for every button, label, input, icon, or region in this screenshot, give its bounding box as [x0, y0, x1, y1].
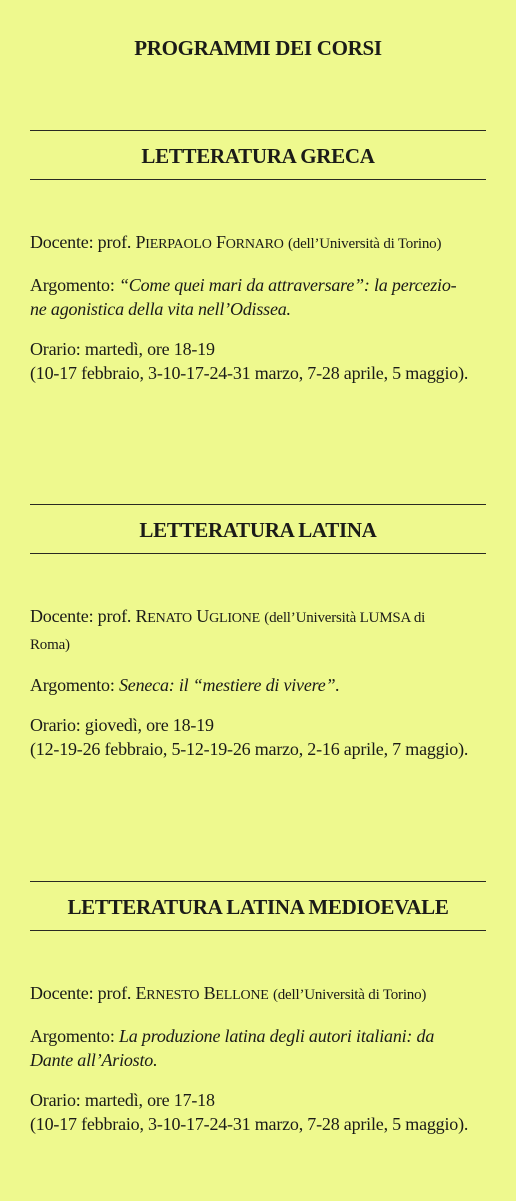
schedule-text: martedì, ore 18-19	[84, 339, 215, 359]
topic-text: Seneca: il “mestiere di vivere”.	[118, 675, 340, 695]
teacher-affiliation: (dell’Università di Torino)	[288, 236, 442, 252]
divider-bottom	[30, 553, 486, 554]
course-section-medioevale	[30, 881, 486, 1136]
teacher-affiliation: (dell’Università di Torino)	[272, 987, 427, 1003]
schedule-text: giovedì, ore 18-19	[84, 715, 214, 735]
course-title: LETTERATURA LATINA	[139, 518, 377, 542]
schedule-label: Orario:	[30, 1090, 81, 1110]
schedule-label: Orario:	[30, 715, 81, 735]
topic-label: Argomento:	[30, 675, 115, 695]
course-title: LETTERATURA LATINA MEDIOEVALE	[67, 895, 449, 919]
schedule-line	[30, 1088, 486, 1136]
topic-line	[30, 673, 486, 697]
teacher-label: Docente: prof.	[30, 606, 132, 626]
schedule-dates: (12-19-26 febbraio, 5-12-19-26 marzo, 2-16 aprile, 7 maggio).	[30, 739, 469, 759]
topic-line	[30, 273, 486, 321]
teacher-line	[30, 981, 486, 1008]
course-section-latina	[30, 504, 486, 761]
teacher-name: ERNESTO BELLONE	[135, 983, 269, 1003]
topic-text-2: Dante all’Ariosto.	[30, 1050, 158, 1070]
topic-label: Argomento:	[30, 275, 115, 295]
topic-line	[30, 1024, 486, 1072]
teacher-affiliation-2: Roma)	[30, 637, 70, 653]
page-title: PROGRAMMI DEI CORSI	[134, 36, 382, 60]
schedule-dates: (10-17 febbraio, 3-10-17-24-31 marzo, 7-28 aprile, 5 maggio).	[30, 1114, 469, 1134]
teacher-label: Docente: prof.	[30, 232, 132, 252]
divider-bottom	[30, 179, 486, 180]
schedule-line	[30, 337, 486, 385]
teacher-name: PIERPAOLO FORNARO	[135, 232, 284, 252]
teacher-line	[30, 604, 486, 657]
divider-bottom	[30, 930, 486, 931]
teacher-affiliation: (dell’Università LUMSA di	[264, 610, 426, 626]
topic-text-1: La produzione latina degli autori italiani: da	[118, 1026, 435, 1046]
course-title: LETTERATURA GRECA	[141, 144, 375, 168]
teacher-line	[30, 230, 486, 257]
schedule-text: martedì, ore 17-18	[84, 1090, 215, 1110]
teacher-name: RENATO UGLIONE	[135, 606, 260, 626]
schedule-dates: (10-17 febbraio, 3-10-17-24-31 marzo, 7-28 aprile, 5 maggio).	[30, 363, 469, 383]
topic-text-2: ne agonistica della vita nell’Odissea.	[30, 299, 291, 319]
course-section-greca	[30, 130, 486, 385]
topic-label: Argomento:	[30, 1026, 115, 1046]
schedule-line	[30, 713, 486, 761]
schedule-label: Orario:	[30, 339, 81, 359]
topic-text-1: “Come quei mari da attraversare”: la percezio-	[118, 275, 457, 295]
teacher-label: Docente: prof.	[30, 983, 132, 1003]
